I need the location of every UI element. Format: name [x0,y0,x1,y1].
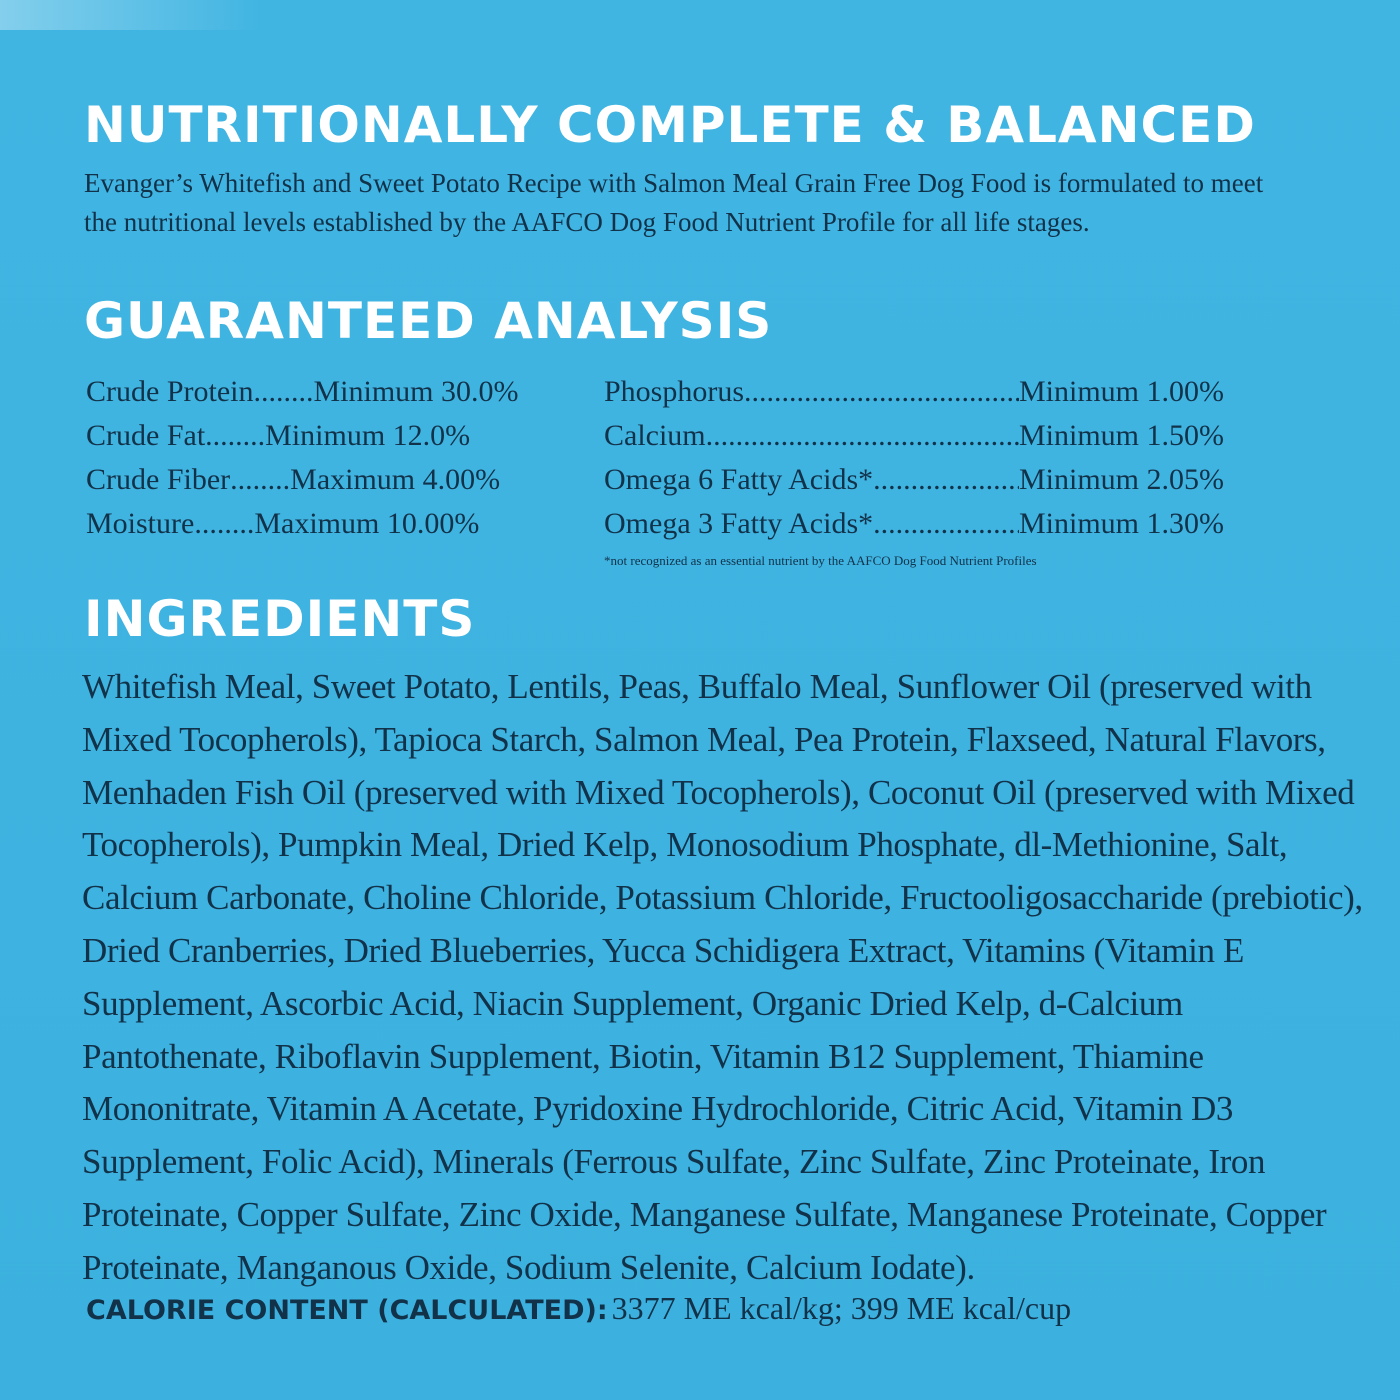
nutrient-name: Calcium [604,419,706,452]
leader-dots [253,370,313,414]
nutrient-name: Omega 3 Fatty Acids* [604,507,874,540]
nutrient-value: Maximum 4.00% [290,463,501,496]
analysis-row [604,370,1224,414]
corner-highlight [0,0,260,30]
nutrient-value: Minimum 12.0% [265,419,471,452]
leader-dots [873,458,1019,502]
leader-dots [205,414,265,458]
analysis-row [86,458,566,502]
leader-dots [873,502,1019,546]
analysis-row [604,414,1224,458]
analysis-right-column [604,370,1224,546]
analysis-row [86,502,566,546]
analysis-row [604,458,1224,502]
nutrition-heading: NUTRITIONALLY COMPLETE & BALANCED [84,96,1256,154]
nutrient-value: Minimum 2.05% [1018,463,1224,496]
nutrient-value: Minimum 1.00% [1018,375,1224,408]
calorie-label: CALORIE CONTENT (CALCULATED): [86,1295,608,1326]
analysis-row [86,370,566,414]
nutrition-statement: Evanger’s Whitefish and Sweet Potato Recipe with Salmon Meal Grain Free Dog Food is formulated to meet the nutritional levels established by the AAFCO Dog Food Nutrient Profile for all life stages. [84,168,1264,237]
leader-dots [230,458,290,502]
nutrient-name: Crude Fiber [86,463,231,496]
nutrient-value: Minimum 1.30% [1018,507,1224,540]
analysis-footnote: *not recognized as an essential nutrient by the AAFCO Dog Food Nutrient Profiles [604,553,1037,568]
nutrient-value: Minimum 30.0% [313,375,519,408]
ingredients-heading: INGREDIENTS [84,590,476,648]
nutrient-value: Minimum 1.50% [1018,419,1224,452]
calorie-value: 3377 ME kcal/kg; 399 ME kcal/cup [611,1290,1072,1326]
leader-dots [744,370,1019,414]
nutrient-name: Phosphorus [604,375,745,408]
calorie-content [86,1290,1071,1327]
leader-dots [194,502,254,546]
analysis-left-column [86,370,566,546]
leader-dots [706,414,1019,458]
ingredients-list: Whitefish Meal, Sweet Potato, Lentils, Peas, Buffalo Meal, Sunflower Oil (preserved with Mixed Tocopherols), Tapioca Starch, Salmon Meal, Pea Protein, Flaxseed, Natural Flavors, Menhaden Fish Oil (preserved with Mixed Tocopherols), Coconut Oil (preserved with Mixed Tocopherols), Pumpkin Meal, Dried Kelp, Monosodium Phosphate, dl-Methionine, Salt, Calcium Carbonate, Choline Chloride, Potassium Chloride, Fructooligosaccharide (prebiotic), Dried Cranberries, Dried Blueberries, Yucca Schidigera Extract, Vitamins (Vitamin E Supplement, Ascorbic Acid, Niacin Supplement, Organic Dried Kelp, d-Calcium Pantothenate, Riboflavin Supplement, Biotin, Vitamin B12 Supplement, Thiamine Mononitrate, Vitamin A Acetate, Pyridoxine Hydrochloride, Citric Acid, Vitamin D3 Supplement, Folic Acid), Minerals (Ferrous Sulfate, Zinc Sulfate, Zinc Proteinate, Iron Proteinate, Copper Sulfate, Zinc Oxide, Manganese Sulfate, Manganese Proteinate, Copper Proteinate, Manganous Oxide, Sodium Selenite, Calcium Iodate). [82,667,1363,1287]
analysis-row [86,414,566,458]
nutrient-name: Moisture [86,507,195,540]
nutrient-name: Crude Fat [86,419,206,452]
analysis-heading: GUARANTEED ANALYSIS [84,292,773,350]
nutrient-name: Omega 6 Fatty Acids* [604,463,874,496]
nutrient-name: Crude Protein [86,375,254,408]
nutrient-value: Maximum 10.00% [254,507,480,540]
analysis-row [604,502,1224,546]
